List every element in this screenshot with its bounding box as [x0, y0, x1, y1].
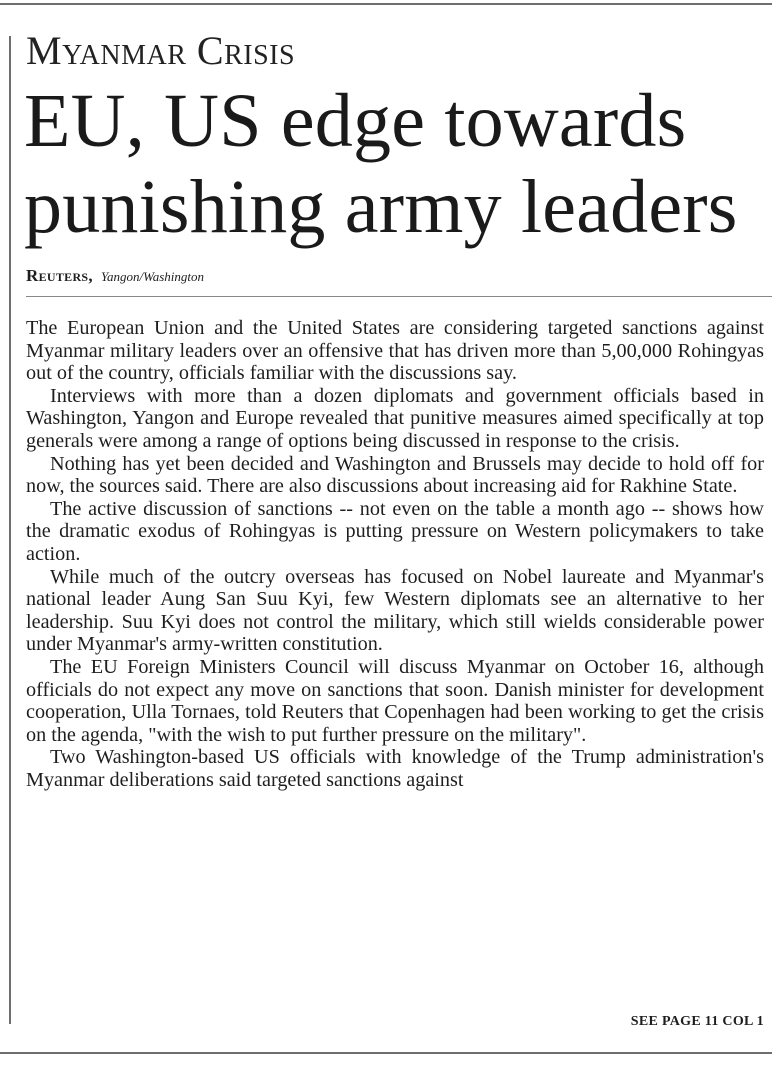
headline-line-2: punishing army leaders: [24, 165, 738, 249]
paragraph: Two Washington-based US officials with knowledge of the Trump administration's Myanmar deliberations said targeted sanctions against: [26, 746, 764, 791]
byline-place: Yangon/Washington: [100, 269, 205, 284]
paragraph: Interviews with more than a dozen diplomats and government officials based in Washington, Yangon and Europe revealed that punitive measures aimed specifically at top generals were among a range of options being discussed in response to the crisis.: [26, 384, 764, 452]
article: [26, 28, 764, 791]
paragraph: The EU Foreign Ministers Council will discuss Myanmar on October 16, although officials do not expect any move on sanctions that soon. Danish minister for development cooperation, Ulla Tornaes, told Reuters that Copenhagen had been working to get the crisis on the agenda, "with the wish to put further pressure on the military".: [26, 655, 764, 746]
byline-agency: Reuters,: [26, 266, 93, 285]
paragraph: The active discussion of sanctions -- not even on the table a month ago -- shows how the dramatic exodus of Rohingyas is putting pressure on Western policymakers to take action.: [26, 497, 764, 565]
article-body: [26, 317, 764, 791]
headline: [24, 78, 764, 250]
paragraph: While much of the outcry overseas has focused on Nobel laureate and Myanmar's national leader Aung San Suu Kyi, few Western diplomats see an alternative to her leadership. Suu Kyi does not control the military, which still wields considerable power under Myanmar's army-written constitution.: [26, 565, 764, 656]
continued-on-page-note: SEE PAGE 11 COL 1: [630, 1014, 764, 1029]
top-rule: [0, 3, 772, 5]
byline: [26, 266, 764, 287]
headline-line-1: EU, US edge towards: [24, 79, 687, 163]
kicker: Myanmar Crisis: [26, 28, 296, 73]
side-rule: [9, 36, 11, 1024]
bottom-rule: [0, 1052, 772, 1054]
paragraph: Nothing has yet been decided and Washington and Brussels may decide to hold off for now, the sources said. There are also discussions about increasing aid for Rakhine State.: [26, 452, 764, 498]
byline-rule: [26, 296, 772, 297]
paragraph: The European Union and the United States are considering targeted sanctions against Myanmar military leaders over an offensive that has driven more than 5,00,000 Rohingyas out of the country, officials familiar with the discussions say.: [26, 317, 764, 385]
